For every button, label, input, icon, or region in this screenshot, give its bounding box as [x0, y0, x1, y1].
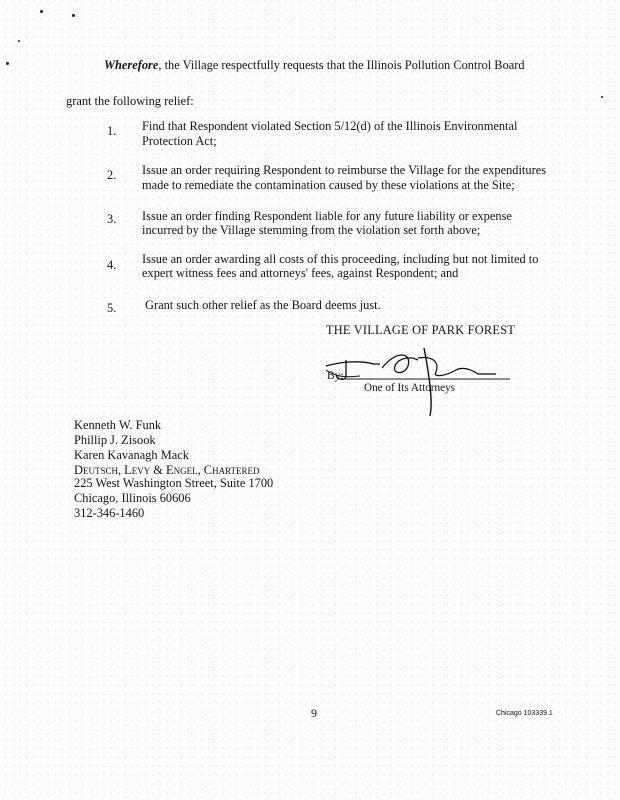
relief-item-number: 2. — [107, 168, 117, 182]
intro-lead-word: Wherefore — [104, 58, 159, 72]
relief-item-number: 1. — [107, 124, 117, 138]
scan-speck — [601, 96, 603, 98]
relief-item-text-line-2: Protection Act; — [142, 134, 217, 148]
firm-street-address: 225 West Washington Street, Suite 1700 — [74, 476, 274, 490]
relief-item-number: 4. — [107, 258, 117, 272]
scan-speck — [6, 62, 9, 65]
firm-phone-number: 312-346-1460 — [74, 506, 145, 520]
relief-item-number: 5. — [107, 301, 117, 315]
intro-line-2: grant the following relief: — [66, 94, 194, 108]
firm-city-state-zip: Chicago, Illinois 60606 — [74, 491, 191, 505]
relief-item-text-line-1: Grant such other relief as the Board deems just. — [145, 298, 381, 312]
relief-item-text-line-1: Find that Respondent violated Section 5/12(d) of the Illinois Environmental — [142, 119, 518, 133]
scan-speck — [18, 40, 20, 42]
scan-speck — [72, 14, 75, 17]
attorney-name: Karen Kavanagh Mack — [74, 448, 189, 462]
attorney-name: Kenneth W. Funk — [74, 418, 162, 432]
relief-item-text-line-1: Issue an order finding Respondent liable for any future liability or expense — [142, 209, 512, 223]
relief-item-text-line-2: expert witness fees and attorneys' fees, against Respondent; and — [142, 266, 459, 280]
relief-item-text-line-1: Issue an order requiring Respondent to reimburse the Village for the expenditures — [142, 163, 547, 177]
document-code: Chicago 103339.1 — [496, 710, 553, 717]
signature-role: One of Its Attorneys — [364, 382, 456, 394]
relief-item-number: 3. — [107, 212, 117, 226]
scan-speck — [40, 10, 43, 13]
attorney-name: Phillip J. Zisook — [74, 433, 156, 447]
page-number: 9 — [311, 706, 317, 720]
relief-item-text-line-2: made to remediate the contamination caused by these violations at the Site; — [142, 178, 515, 192]
signature-party-name: THE VILLAGE OF PARK FOREST — [326, 323, 516, 337]
relief-item-text-line-2: incurred by the Village stemming from the violation set forth above; — [142, 223, 481, 237]
law-firm-name: Deutsch, Levy & Engel, Chartered — [74, 463, 260, 477]
signature-by-label: By: — [327, 370, 344, 382]
relief-item-text-line-1: Issue an order awarding all costs of this proceeding, including but not limited to — [142, 252, 539, 266]
intro-line-1 — [104, 58, 525, 72]
intro-line-1-text: , the Village respectfully requests that the Illinois Pollution Control Board — [158, 58, 525, 72]
